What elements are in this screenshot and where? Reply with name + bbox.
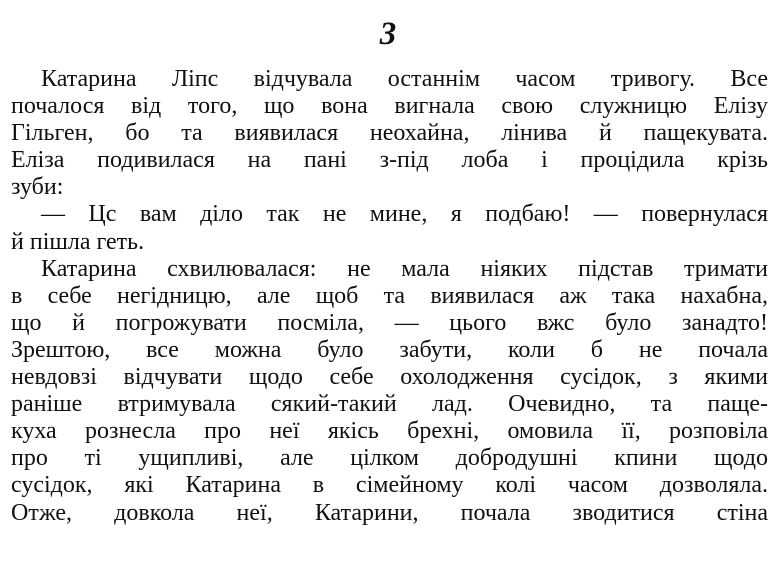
text-line: раніше втримувала сякий-такий лад. Очевидно, та паще- bbox=[11, 391, 768, 418]
text-line: Гільген, бо та виявилася неохайна, лінива й пащекувата. bbox=[11, 120, 768, 147]
text-line: що й погрожувати посміла, — цього вжс було занадто! bbox=[11, 309, 768, 336]
text-line: Отже, довкола неї, Катарини, почала зводитися стіна bbox=[11, 499, 768, 526]
text-line: Еліза подивилася на пані з-під лоба і процідила крізь bbox=[11, 147, 768, 174]
text-line: сусідок, які Катарина в сімейному колі часом дозволяла. bbox=[11, 472, 768, 499]
text-line: — Цс вам діло так не мине, я подбаю! — повернулася bbox=[41, 201, 768, 228]
text-line: куха рознесла про неї якісь брехні, омовила її, розповіла bbox=[11, 418, 768, 445]
text-line: зуби: bbox=[11, 174, 64, 201]
text-line: Катарина схвилювалася: не мала ніяких підстав тримати bbox=[41, 255, 768, 282]
text-line: невдовзі відчувати щодо себе охолодження сусідок, з якими bbox=[11, 364, 768, 391]
text-line: Катарина Ліпс відчувала останнім часом тривогу. Все bbox=[41, 66, 768, 92]
text-line: почалося від того, що вона вигнала свою служницю Елізу bbox=[11, 93, 768, 120]
text-body bbox=[11, 66, 768, 527]
text-line: й пішла геть. bbox=[11, 228, 145, 255]
chapter-number: 3 bbox=[379, 16, 397, 52]
text-line: про ті ущипливі, але цілком добродушні кпини щодо bbox=[11, 445, 768, 472]
text-line: Зрештою, все можна було забути, коли б не почала bbox=[11, 336, 768, 363]
text-line: в себе негідницю, але щоб та виявилася аж така нахабна, bbox=[11, 282, 768, 309]
